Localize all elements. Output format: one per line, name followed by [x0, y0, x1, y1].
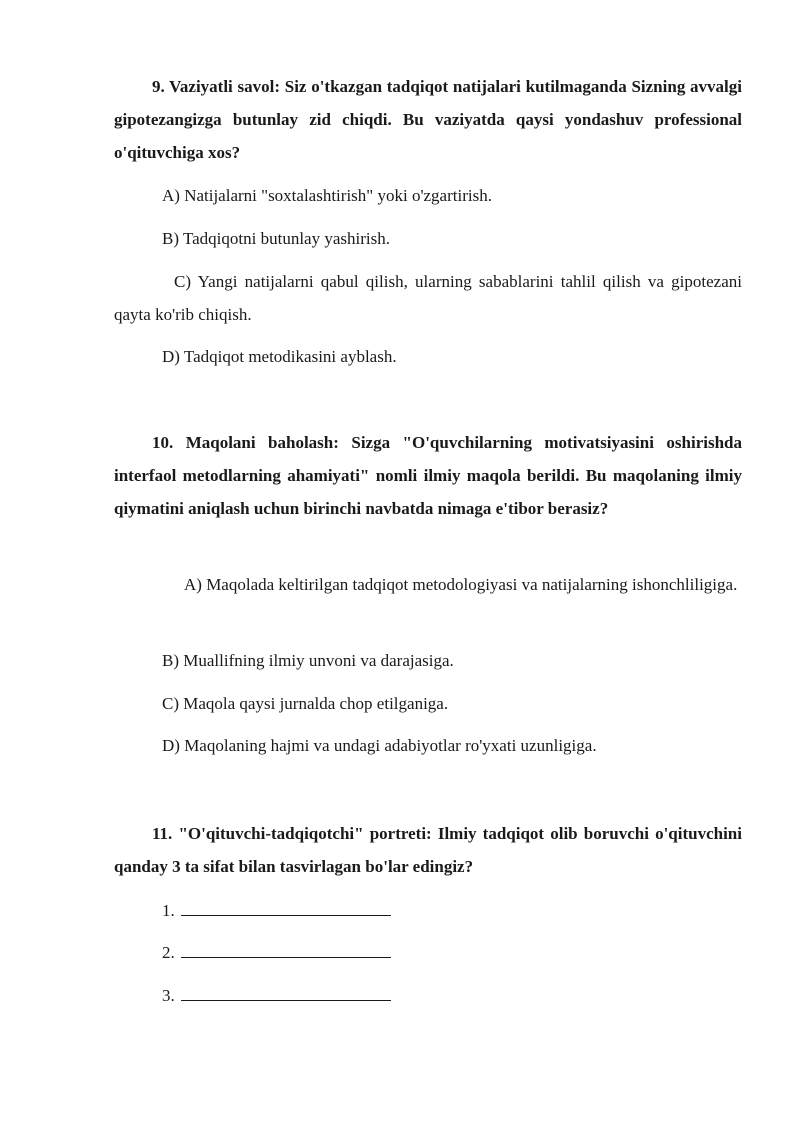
answer-blank-1[interactable]	[181, 901, 391, 916]
question-11-title: 11. "O'qituvchi-tadqiqotchi" portreti: Ilmiy tadqiqot olib boruvchi o'qituvchini qanday 3 ta sifat bilan tasvirlagan bo'lar edingiz?	[114, 824, 742, 876]
question-9-option-d: D) Tadqiqot metodikasini ayblash.	[162, 347, 397, 366]
answer-line-2[interactable]	[162, 936, 391, 969]
question-10-option-d: D) Maqolaning hajmi va undagi adabiyotlar ro'yxati uzunligiga.	[162, 736, 597, 755]
question-9-option-a: A) Natijalarni "soxtalashtirish" yoki o'zgartirish.	[162, 186, 492, 205]
question-10-option-c: C) Maqola qaysi jurnalda chop etilganiga.	[162, 694, 449, 713]
answer-number-2: 2.	[162, 943, 175, 962]
question-10-title: 10. Maqolani baholash: Sizga "O'quvchilarning motivatsiyasini oshirishda interfaol metodlarning ahamiyati" nomli ilmiy maqola berildi. Bu maqolaning ilmiy qiymatini aniqlash uchun birinchi navbatda nimaga e'tibor berasiz?	[114, 433, 742, 518]
question-9-option-c: C) Yangi natijalarni qabul qilish, ularning sabablarini tahlil qilish va gipotezani qayta ko'rib chiqish.	[114, 272, 742, 324]
answer-line-1[interactable]	[162, 894, 391, 927]
question-10-option-b: B) Muallifning ilmiy unvoni va darajasiga.	[162, 651, 454, 670]
answer-line-3[interactable]	[162, 979, 391, 1012]
answer-number-1: 1.	[162, 901, 175, 920]
question-10-option-a: A) Maqolada keltirilgan tadqiqot metodologiyasi va natijalarning ishonchliligiga.	[184, 575, 738, 594]
answer-blank-2[interactable]	[181, 943, 391, 958]
answer-blank-3[interactable]	[181, 986, 391, 1001]
question-9-option-b: B) Tadqiqotni butunlay yashirish.	[162, 229, 390, 248]
question-9-title: 9. Vaziyatli savol: Siz o'tkazgan tadqiqot natijalari kutilmaganda Sizning avvalgi gipotezangizga butunlay zid chiqdi. Bu vaziyatda qaysi yondashuv professional o'qituvchiga xos?	[114, 77, 742, 162]
answer-number-3: 3.	[162, 986, 175, 1005]
